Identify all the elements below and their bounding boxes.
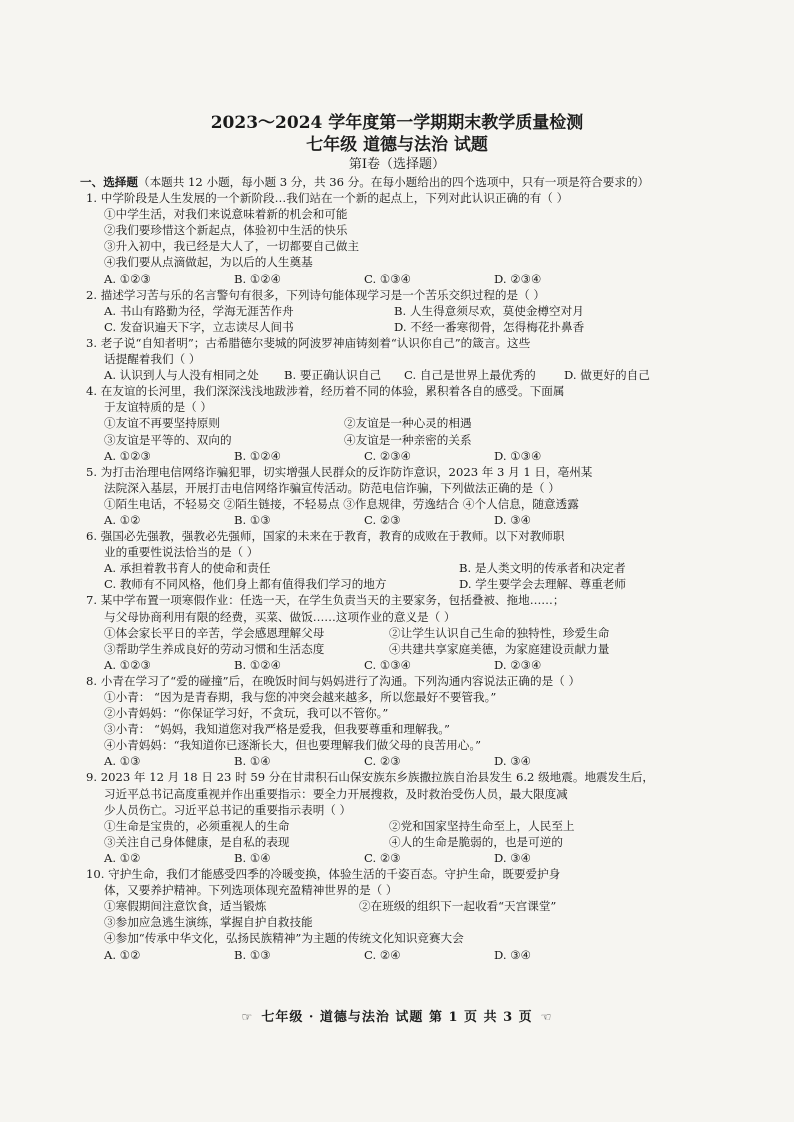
option-a[interactable]: A. ①②③ [104, 448, 151, 463]
option-b[interactable]: B. 要正确认识自己 [284, 368, 382, 383]
statement-item: ②我们要珍惜这个新起点，体验初中生活的快乐 [104, 223, 348, 238]
option-b[interactable]: B. ①③ [234, 947, 271, 962]
answer-options [80, 850, 694, 866]
question-stem-cont: 与父母协商利用有限的经费，买菜、做饭……这项作业的意义是（ ） [104, 609, 456, 624]
question-stem-cont: 习近平总书记高度重视并作出重要指示：要全力开展搜救，及时救治受伤人员，最大限度减 [104, 786, 568, 801]
statement-item: ③帮助学生养成良好的劳动习惯和生活态度 [104, 641, 325, 656]
option-c[interactable]: C. ②③ [364, 512, 401, 527]
statement-item: ③参加应急逃生演练，掌握自护自救技能 [104, 915, 313, 930]
option-a[interactable]: A. ①② [104, 850, 141, 865]
option-d[interactable]: D. ③④ [494, 754, 532, 769]
pointing-hand-right-icon: ☜ [540, 1010, 553, 1024]
option-c[interactable]: C. 发奋识遍天下字，立志读尽人间书 [104, 319, 294, 334]
footer-text: 七年级 · 道德与法治 试题 第 1 页 共 3 页 [261, 1010, 533, 1025]
option-d[interactable]: D. 做更好的自己 [564, 368, 650, 383]
option-d[interactable]: D. 学生要学会去理解、尊重老师 [459, 577, 626, 592]
option-c[interactable]: C. 自己是世界上最优秀的 [404, 368, 536, 383]
question-stem: 5. 为打击治理电信网络诈骗犯罪，切实增强人民群众的反诈防诈意识，2023 年 3 月 1 日，亳州某 [86, 464, 593, 479]
question-8 [80, 673, 694, 770]
statement-item: ②党和国家坚持生命至上，人民至上 [389, 818, 575, 833]
option-d[interactable]: D. ③④ [494, 947, 532, 962]
answer-options [80, 448, 694, 464]
statement-item: ③升入初中，我已经是大人了，一切都要自己做主 [104, 239, 360, 254]
statement-item: ①生命是宝贵的，必须重视人的生命 [104, 818, 290, 833]
exam-title: 2023～2024 学年度第一学期期末教学质量检测 [210, 113, 584, 133]
option-a[interactable]: A. 书山有路勤为径，学海无涯苦作舟 [104, 303, 294, 318]
answer-options [80, 753, 694, 769]
option-d[interactable]: D. ③④ [494, 512, 532, 527]
statement-item: ④友谊是一种亲密的关系 [344, 432, 472, 447]
option-d[interactable]: D. ②③④ [494, 657, 542, 672]
exam-subtitle: 七年级 道德与法治 试题 [306, 135, 488, 155]
statement-items [80, 898, 694, 914]
answer-options [80, 657, 694, 673]
question-stem: 7. 某中学布置一项寒假作业：任选一天，在学生负责当天的主要家务，包括叠被、拖地……； [86, 593, 565, 608]
option-b[interactable]: B. ①③ [234, 512, 271, 527]
answer-options [80, 271, 694, 287]
answer-options [80, 576, 694, 592]
statement-item: ④参加“传承中华文化，弘扬民族精神”为主题的传统文化知识竞赛大会 [104, 931, 464, 946]
question-stem: 10. 守护生命，我们才能感受四季的冷暖变换，体验生活的千姿百态。守护生命，既要爱护身 [86, 867, 561, 882]
option-a[interactable]: A. ①③ [104, 754, 141, 769]
question-9 [80, 769, 694, 866]
question-stem-cont: 少人员伤亡。习近平总书记的重要指示表明（ ） [104, 802, 352, 817]
pointing-hand-left-icon: ☞ [241, 1010, 254, 1024]
question-stem-cont: 体，又要养护精神。下列选项体现充盈精神世界的是（ ） [104, 883, 398, 898]
question-stem: 8. 小青在学习了“爱的碰撞”后，在晚饭时间与妈妈进行了沟通。下列沟通内容说法正确的是（ ） [86, 673, 581, 688]
statement-item: ④人的生命是脆弱的，也是可逆的 [389, 834, 563, 849]
option-b[interactable]: B. 是人类文明的传承者和决定者 [459, 561, 626, 576]
question-7 [80, 592, 694, 672]
question-stem: 3. 老子说“自知者明”；古希腊德尔斐城的阿波罗神庙铸刻着“认识你自己”的箴言。这些 [86, 335, 531, 350]
answer-options [80, 303, 694, 335]
dialogue-line: ④小青妈妈：“我知道你已逐渐长大，但也要理解我们做父母的良苦用心。” [104, 738, 482, 753]
question-area [80, 174, 694, 963]
question-stem-cont: 法院深入基层，开展打击电信网络诈骗宣传活动。防范电信诈骗，下列做法正确的是（ ） [104, 480, 560, 495]
statement-item: ①中学生活，对我们来说意味着新的机会和可能 [104, 207, 348, 222]
option-c[interactable]: C. ②③④ [364, 448, 412, 463]
option-b[interactable]: B. ①④ [234, 754, 271, 769]
option-d[interactable]: D. ③④ [494, 850, 532, 865]
option-c[interactable]: C. ②③ [364, 850, 401, 865]
statement-items [80, 834, 694, 850]
option-a[interactable]: A. ①②③ [104, 271, 151, 286]
statement-line: ①陌生电话，不轻易交 ②陌生链接，不轻易点 ③作息规律，劳逸结合 ④个人信息，随意透露 [104, 496, 579, 511]
option-c[interactable]: C. ②④ [364, 947, 401, 962]
option-a[interactable]: A. 认识到人与人没有相同之处 [104, 368, 259, 383]
question-stem-cont: 于友谊特质的是（ ） [104, 400, 213, 415]
question-6 [80, 528, 694, 592]
question-stem: 1. 中学阶段是人生发展的一个新阶段…我们站在一个新的起点上，下列对此认识正确的有（ ） [86, 191, 569, 206]
statement-item: ①体会家长平日的辛苦，学会感恩理解父母 [104, 625, 325, 640]
answer-options [80, 560, 694, 576]
question-5 [80, 464, 694, 528]
option-a[interactable]: A. ①② [104, 947, 141, 962]
answer-options [80, 512, 694, 528]
exam-part: 第Ⅰ卷（选择题） [348, 157, 446, 172]
question-stem: 4. 在友谊的长河里，我们深深浅浅地跋涉着，经历着不同的体验，累积着各自的感受。下面属 [86, 384, 565, 399]
statement-items [80, 415, 694, 447]
statement-item: ①寒假期间注意饮食，适当锻炼 [104, 899, 267, 914]
question-1 [80, 190, 694, 287]
exam-header [0, 112, 794, 174]
question-stem: 6. 强国必先强教，强教必先强师，国家的未来在于教育，教育的成败在于教师。以下对教师职 [86, 529, 565, 544]
question-stem: 9. 2023 年 12 月 18 日 23 时 59 分在甘肃积石山保安族东乡族撒拉族自治县发生 6.2 级地震。地震发生后， [86, 770, 655, 785]
question-stem-cont: 话提醒着我们（ ） [104, 352, 201, 367]
statement-item: ④我们要从点滴做起，为以后的人生奠基 [104, 255, 313, 270]
option-a[interactable]: A. ①②③ [104, 657, 151, 672]
section-instruction: （本题共 12 小题，每小题 3 分，共 36 分。在每小题给出的四个选项中，只有一项是符合要求的） [137, 175, 650, 189]
question-4 [80, 383, 694, 463]
statement-items [80, 818, 694, 834]
dialogue-line: ③小青： “妈妈，我知道您对我严格是爱我，但我要尊重和理解我。” [104, 722, 450, 737]
option-b[interactable]: B. 人生得意须尽欢，莫使金樽空对月 [394, 303, 584, 318]
dialogue-line: ①小青： “因为是青春期，我与您的冲突会越来越多，所以您最好不要管我。” [104, 690, 497, 704]
option-c[interactable]: C. ①③④ [364, 271, 412, 286]
option-d[interactable]: D. ②③④ [494, 271, 542, 286]
statement-item: ②友谊是一种心灵的相遇 [344, 416, 472, 431]
option-d[interactable]: D. ①③④ [494, 448, 542, 463]
option-b[interactable]: B. ①④ [234, 850, 271, 865]
answer-options [80, 947, 694, 963]
statement-item: ③关注自己身体健康，是自私的表现 [104, 834, 290, 849]
option-a[interactable]: A. ①② [104, 512, 141, 527]
option-c[interactable]: C. ①③④ [364, 657, 412, 672]
section-number: 一、选择题 [80, 175, 138, 189]
statement-item: ①友谊不再要坚持原则 [104, 416, 220, 431]
question-stem-cont: 业的重要性说法恰当的是（ ） [104, 545, 259, 560]
question-3 [80, 335, 694, 383]
section-heading [80, 174, 694, 190]
option-c[interactable]: C. 教师有不同风格，他们身上都有值得我们学习的地方 [104, 577, 387, 592]
option-b[interactable]: B. ①②④ [234, 657, 282, 672]
statement-items [80, 641, 694, 657]
option-b[interactable]: B. ①②④ [234, 271, 282, 286]
dialogue-line: ②小青妈妈：“你保证学习好，不贪玩，我可以不管你。” [104, 706, 389, 721]
question-stem: 2. 描述学习苦与乐的名言警句有很多，下列诗句能体现学习是一个苦乐交织过程的是（ ） [86, 287, 545, 302]
page-footer [0, 1006, 794, 1025]
option-a[interactable]: A. 承担着教书育人的使命和责任 [104, 561, 271, 576]
question-10 [80, 866, 694, 963]
question-2 [80, 287, 694, 335]
answer-options [80, 367, 694, 383]
option-b[interactable]: B. ①②④ [234, 448, 282, 463]
statement-item: ②让学生认识自己生命的独特性，珍爱生命 [389, 625, 610, 640]
statement-item: ②在班级的组织下一起收看“天宫课堂” [359, 899, 557, 914]
statement-item: ④共建共享家庭美德，为家庭建设贡献力量 [389, 641, 610, 656]
option-d[interactable]: D. 不经一番寒彻骨，怎得梅花扑鼻香 [394, 319, 585, 334]
option-c[interactable]: C. ②③ [364, 754, 401, 769]
statement-items [80, 625, 694, 641]
statement-item: ③友谊是平等的、双向的 [104, 432, 232, 447]
